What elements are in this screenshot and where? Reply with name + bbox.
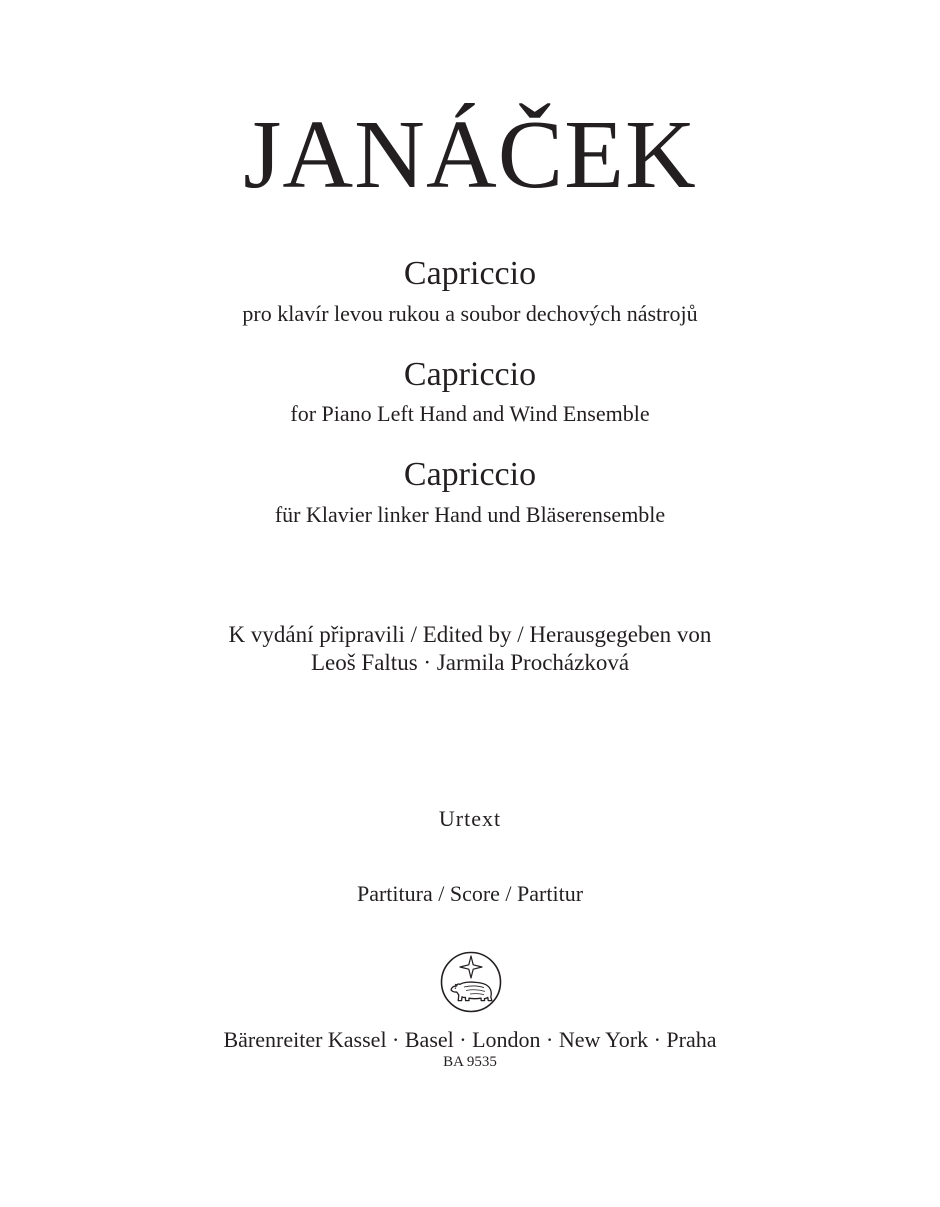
work-title-english: Capriccio xyxy=(403,356,537,393)
score-type: Partitura / Score / Partitur xyxy=(356,881,584,906)
composer-name: JANÁČEK xyxy=(243,101,697,209)
work-title-czech: Capriccio xyxy=(403,255,537,292)
edition-type: Urtext xyxy=(438,806,502,831)
work-title-german: Capriccio xyxy=(403,456,537,493)
editors-label: K vydání připravili / Edited by / Herausgegeben von xyxy=(228,622,712,647)
editors-names: Leoš Faltus · Jarmila Procházková xyxy=(310,650,630,675)
baerenreiter-bear-star-logo-icon xyxy=(440,951,502,1013)
work-subtitle-german: für Klavier linker Hand und Bläserensemble xyxy=(274,502,666,527)
work-subtitle-czech: pro klavír levou rukou a soubor dechových nástrojů xyxy=(242,301,698,326)
work-subtitle-english: for Piano Left Hand and Wind Ensemble xyxy=(290,401,650,426)
catalog-number: BA 9535 xyxy=(443,1054,497,1070)
publisher-line: Bärenreiter Kassel · Basel · London · New York · Praha xyxy=(223,1027,717,1052)
